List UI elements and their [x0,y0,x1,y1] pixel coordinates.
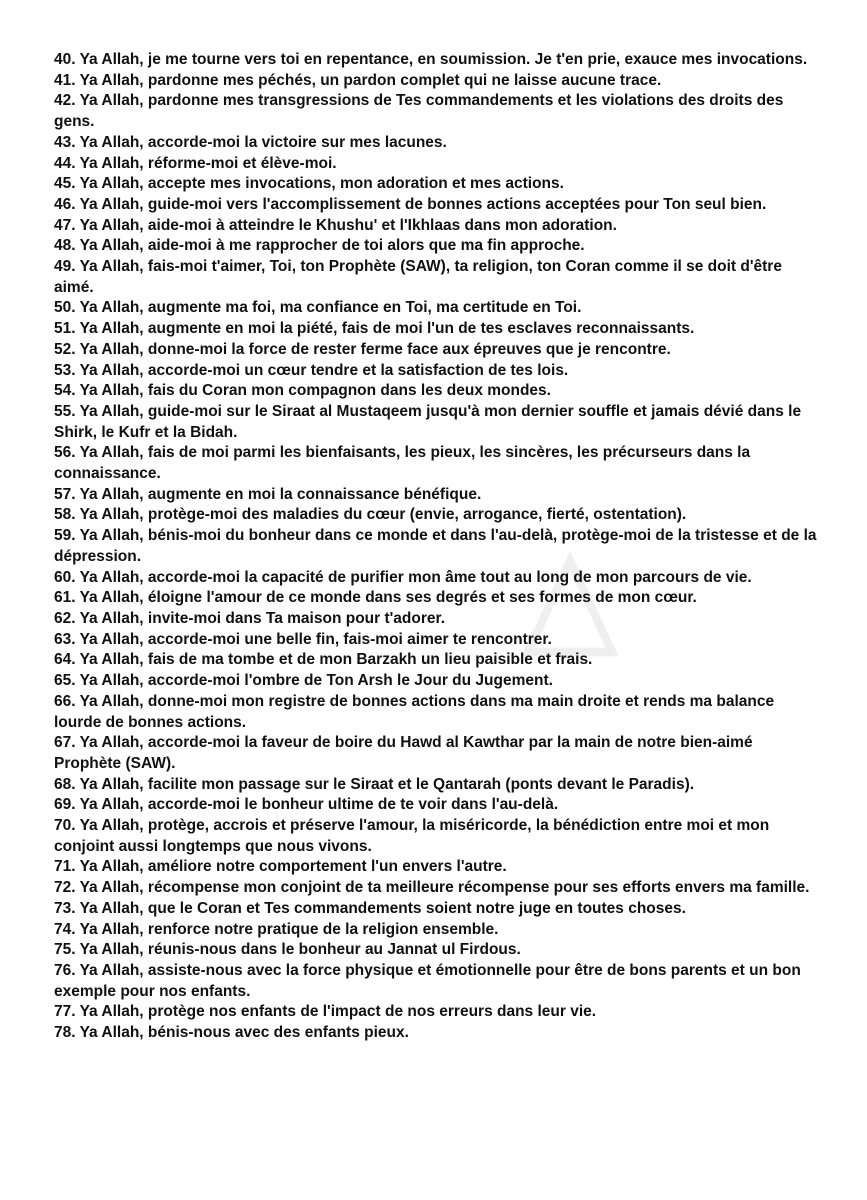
prayer-item: 50. Ya Allah, augmente ma foi, ma confiance en Toi, ma certitude en Toi. [54,299,582,317]
prayer-item: 45. Ya Allah, accepte mes invocations, mon adoration et mes actions. [54,175,564,193]
prayer-item: 77. Ya Allah, protège nos enfants de l'impact de nos erreurs dans leur vie. [54,1003,597,1021]
prayer-item: 55. Ya Allah, guide-moi sur le Siraat al Mustaqeem jusqu'à mon dernier souffle et jamais dévié dans le Shirk, le Kufr et la Bidah. [54,402,802,441]
prayer-item: 70. Ya Allah, protège, accrois et préserve l'amour, la miséricorde, la bénédiction entre moi et mon conjoint aussi longtemps que nous vivons. [54,817,770,855]
prayer-item: 53. Ya Allah, accorde-moi un cœur tendre et la satisfaction de tes lois. [54,361,569,379]
prayer-item: 78. Ya Allah, bénis-nous avec des enfants pieux. [54,1024,409,1042]
prayer-item: 68. Ya Allah, facilite mon passage sur le Siraat et le Qantarah (ponts devant le Paradis). [54,775,695,793]
prayer-item: 75. Ya Allah, réunis-nous dans le bonheur au Jannat ul Firdous. [54,941,521,959]
prayer-item: 46. Ya Allah, guide-moi vers l'accomplissement de bonnes actions acceptées pour Ton seul bien. [54,195,767,213]
prayer-item: 74. Ya Allah, renforce notre pratique de la religion ensemble. [54,920,499,938]
prayer-item: 56. Ya Allah, fais de moi parmi les bienfaisants, les pieux, les sincères, les précurseurs dans la connaissance. [54,444,751,483]
prayer-item: 44. Ya Allah, réforme-moi et élève-moi. [54,154,337,172]
prayer-item: 76. Ya Allah, assiste-nous avec la force physique et émotionnelle pour être de bons parents et un bon exemple pour nos enfants. [54,961,801,1000]
prayer-item: 48. Ya Allah, aide-moi à me rapprocher de toi alors que ma fin approche. [54,237,585,255]
prayer-item: 65. Ya Allah, accorde-moi l'ombre de Ton Arsh le Jour du Jugement. [54,672,553,690]
prayer-item: 58. Ya Allah, protège-moi des maladies du cœur (envie, arrogance, fierté, ostentation). [54,506,687,524]
prayer-item: 52. Ya Allah, donne-moi la force de rester ferme face aux épreuves que je rencontre. [54,340,671,358]
prayer-item: 59. Ya Allah, bénis-moi du bonheur dans ce monde et dans l'au-delà, protège-moi de la tristesse et de la dépression. [54,527,817,565]
prayer-item: 67. Ya Allah, accorde-moi la faveur de boire du Hawd al Kawthar par la main de notre bien-aimé Prophète (SAW). [54,734,753,772]
prayer-item: 57. Ya Allah, augmente en moi la connaissance bénéfique. [54,485,482,503]
prayer-item: 69. Ya Allah, accorde-moi le bonheur ultime de te voir dans l'au-delà. [54,796,559,814]
prayer-item: 54. Ya Allah, fais du Coran mon compagnon dans les deux mondes. [54,382,551,400]
prayer-item: 49. Ya Allah, fais-moi t'aimer, Toi, ton Prophète (SAW), ta religion, ton Coran comme il se doit d'être aimé. [54,258,782,296]
prayer-item: 62. Ya Allah, invite-moi dans Ta maison pour t'adorer. [54,609,446,627]
prayer-item: 42. Ya Allah, pardonne mes transgressions de Tes commandements et les violations des droits des gens. [54,92,784,131]
prayer-item: 43. Ya Allah, accorde-moi la victoire sur mes lacunes. [54,133,447,151]
prayer-item: 41. Ya Allah, pardonne mes péchés, un pardon complet qui ne laisse aucune trace. [54,71,662,89]
prayer-item: 61. Ya Allah, éloigne l'amour de ce monde dans ses degrés et ses formes de mon cœur. [54,589,697,607]
prayer-item: 73. Ya Allah, que le Coran et Tes commandements soient notre juge en toutes choses. [54,899,686,917]
prayer-item: 63. Ya Allah, accorde-moi une belle fin, fais-moi aimer te rencontrer. [54,630,552,648]
prayer-item: 47. Ya Allah, aide-moi à atteindre le Khushu' et l'Ikhlaas dans mon adoration. [54,216,617,234]
prayer-item: 66. Ya Allah, donne-moi mon registre de bonnes actions dans ma main droite et rends ma balance lourde de bonnes actions. [54,692,775,731]
prayer-item: 71. Ya Allah, améliore notre comportement l'un envers l'autre. [54,858,507,876]
prayer-list [54,50,824,1044]
prayer-item: 72. Ya Allah, récompense mon conjoint de ta meilleure récompense pour ses efforts envers ma famille. [54,879,810,897]
prayer-item: 51. Ya Allah, augmente en moi la piété, fais de moi l'un de tes esclaves reconnaissants. [54,320,695,338]
prayer-item: 60. Ya Allah, accorde-moi la capacité de purifier mon âme tout au long de mon parcours de vie. [54,568,752,586]
prayer-item: 40. Ya Allah, je me tourne vers toi en repentance, en soumission. Je t'en prie, exauce mes invocations. [54,51,808,68]
prayer-item: 64. Ya Allah, fais de ma tombe et de mon Barzakh un lieu paisible et frais. [54,651,593,669]
